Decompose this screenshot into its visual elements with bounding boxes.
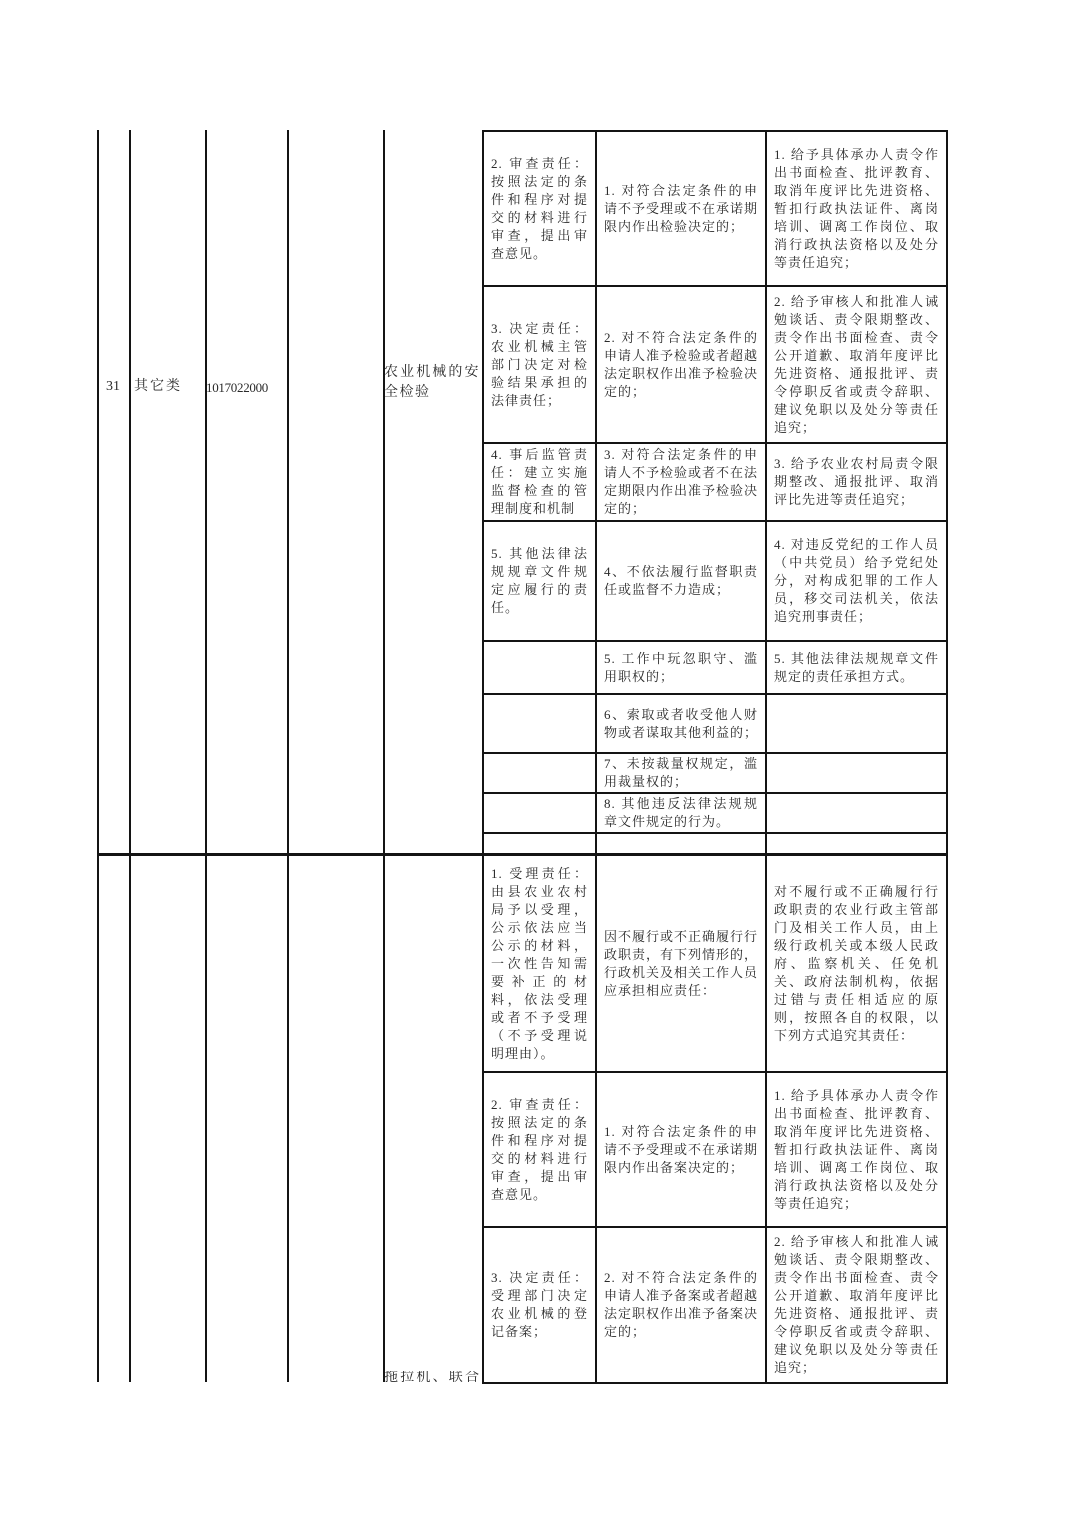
- situation-cell: 1. 对符合法定条件的申请不予受理或不在承诺期限内作出备案决定的；: [596, 1072, 766, 1227]
- situation-cell: 8. 其他违反法律法规规章文件规定的行为。: [596, 793, 766, 833]
- column-divider-line: [383, 130, 385, 854]
- consequence-cell: 2. 给予审核人和批准人诫勉谈话、责令限期整改、责令作出书面检查、责令公开道歉、取消年度评比先进资格、通报批评、责令停职反省或责令辞职、建议免职以及处分等责任追究；: [766, 1227, 947, 1383]
- situation-cell: 2. 对不符合法定条件的申请人准予检验或者超越法定职权作出准予检验决定的；: [596, 286, 766, 443]
- consequence-cell: 2. 给予审核人和批准人诫勉谈话、责令限期整改、责令作出书面检查、责令公开道歉、取消年度评比先进资格、通报批评、责令停职反省或责令辞职、建议免职以及处分等责任追究；: [766, 286, 947, 443]
- row-item-name: 农业机械的安全检验: [384, 365, 480, 400]
- consequence-cell: 4. 对违反党纪的工作人员（中共党员）给予党纪处分，对构成犯罪的工作人员，移交司法机关，依法追究刑事责任；: [766, 521, 947, 641]
- situation-cell: 6、索取或者收受他人财物或者谋取其他利益的；: [596, 694, 766, 753]
- column-divider-line: [97, 856, 99, 1382]
- duty-cell: 5. 其他法律法规规章文件规定应履行的责任。: [483, 521, 596, 641]
- duty-cell: [483, 753, 596, 793]
- consequence-cell: 对不履行或不正确履行行政职责的农业行政主管部门及相关工作人员，由上级行政机关或本级人民政府、监察机关、任免机关、政府法制机构，依据过错与责任相适应的原则，按照各自的权限，以下列方式追究其责任：: [766, 855, 947, 1072]
- column-divider-line: [205, 856, 207, 1382]
- situation-cell: 2. 对不符合法定条件的申请人准予备案或者超越法定职权作出准予备案决定的；: [596, 1227, 766, 1383]
- situation-cell: 5. 工作中玩忽职守、滥用职权的；: [596, 641, 766, 694]
- table-row: [483, 1227, 947, 1383]
- table-row: [483, 1072, 947, 1227]
- column-divider-line: [287, 856, 289, 1382]
- table-row: [483, 443, 947, 521]
- situation-cell: 1. 对符合法定条件的申请不予受理或不在承诺期限内作出检验决定的；: [596, 131, 766, 286]
- table-row: [483, 793, 947, 833]
- column-divider-line: [129, 130, 131, 854]
- consequence-cell: 1. 给予具体承办人责令作出书面检查、批评教育、取消年度评比先进资格、暂扣行政执法证件、离岗培训、调离工作岗位、取消行政执法资格以及处分等责任追究；: [766, 1072, 947, 1227]
- consequence-cell: 5. 其他法律法规规章文件规定的责任承担方式。: [766, 641, 947, 694]
- responsibility-grid-next-row: [482, 854, 948, 1384]
- table-row: [483, 131, 947, 286]
- duty-cell: [483, 793, 596, 833]
- table-row: [483, 855, 947, 1072]
- responsibility-grid-row31: [482, 130, 948, 857]
- table-row: [483, 753, 947, 793]
- row-category: 其它类: [134, 379, 182, 394]
- next-row-item-name-text: 拖拉机、联合: [384, 1371, 480, 1382]
- duty-cell: [483, 694, 596, 753]
- table-row: [483, 694, 947, 753]
- column-divider-line: [129, 856, 131, 1382]
- column-divider-line: [287, 130, 289, 854]
- consequence-cell: [766, 753, 947, 793]
- consequence-cell: 1. 给予具体承办人责令作出书面检查、批评教育、取消年度评比先进资格、暂扣行政执法证件、离岗培训、调离工作岗位、取消行政执法资格以及处分等责任追究；: [766, 131, 947, 286]
- duty-cell: 2. 审查责任：按照法定的条件和程序对提交的材料进行审查，提出审查意见。: [483, 131, 596, 286]
- table-row: [483, 521, 947, 641]
- situation-cell: 3. 对符合法定条件的申请人不予检验或者不在法定期限内作出准予检验决定的；: [596, 443, 766, 521]
- row-code: 1017022000: [206, 380, 269, 395]
- duty-cell: 3. 决定责任：农业机械主管部门决定对检验结果承担的 法律责任；: [483, 286, 596, 443]
- table-row: [483, 286, 947, 443]
- table-row: [483, 641, 947, 694]
- duty-cell: [483, 641, 596, 694]
- situation-cell: 7、未按裁量权规定，滥用裁量权的；: [596, 753, 766, 793]
- consequence-cell: 3. 给予农业农村局责令限期整改、通报批评、取消评比先进等责任追究；: [766, 443, 947, 521]
- row-index: 31: [106, 379, 120, 394]
- consequence-cell: [766, 694, 947, 753]
- column-divider-line: [205, 130, 207, 854]
- next-row-item-name-clipped: [384, 1371, 480, 1382]
- duty-cell: 3. 决定责任：受理部门决定农业机械的登记备案；: [483, 1227, 596, 1383]
- column-divider-line: [97, 130, 99, 854]
- duty-cell: 1. 受理责任：由县农业农村局予以受理，公示依法应当公示的材料，一次性告知需要补正的材料，依法受理或者不予受理（不予受理说明理由）。: [483, 855, 596, 1072]
- situation-cell: 因不履行或不正确履行行政职责，有下列情形的，行政机关及相关工作人员应承担相应责任：: [596, 855, 766, 1072]
- situation-cell: 4、不依法履行监督职责任或监督不力造成；: [596, 521, 766, 641]
- consequence-cell: [766, 793, 947, 833]
- column-divider-line: [383, 856, 385, 1382]
- duty-cell: 4. 事后监管责任：建立实施监督检查的管理制度和机制: [483, 443, 596, 521]
- duty-cell: 2. 审查责任：按照法定的条件和程序对提交的材料进行审查，提出审查意见。: [483, 1072, 596, 1227]
